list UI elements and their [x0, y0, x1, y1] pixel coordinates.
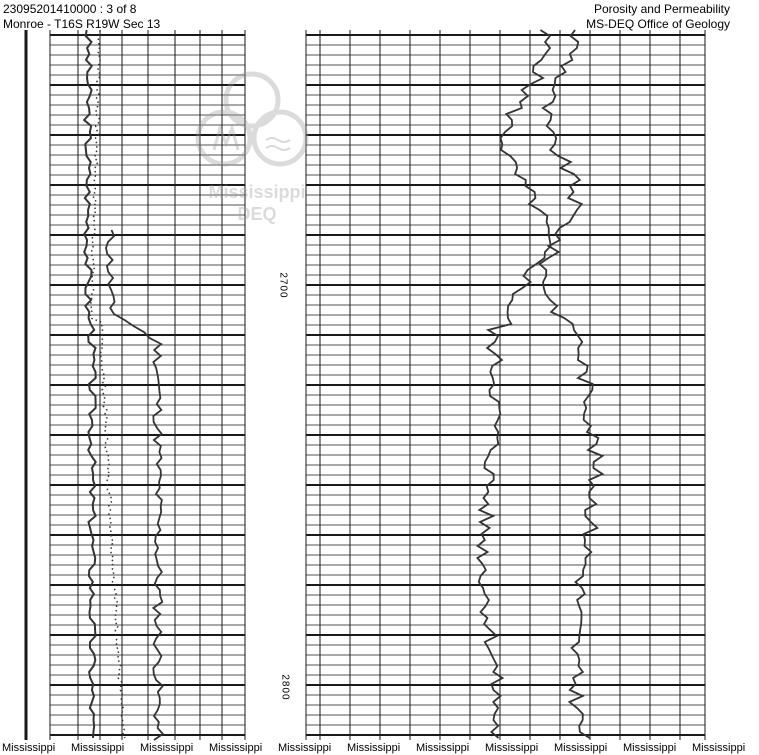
depth-label-2700: 2700 — [277, 272, 289, 299]
footer-tile: Mississippi — [2, 742, 56, 754]
depth-label-2800: 2800 — [279, 674, 291, 701]
footer-tile: Mississippi — [347, 742, 401, 754]
well-id: 23095201410000 : 3 of 8 — [3, 2, 137, 16]
agency-name: MS-DEQ Office of Geology — [586, 17, 730, 31]
header-left — [3, 2, 160, 32]
footer-tile: Mississippi — [692, 742, 746, 754]
right-track-grid — [306, 30, 705, 740]
footer-tile: Mississippi — [554, 742, 608, 754]
mdeq-watermark — [192, 60, 322, 230]
footer-tile: Mississippi — [623, 742, 677, 754]
footer-tile: Mississippi — [140, 742, 194, 754]
mdeq-logo-icon — [192, 60, 322, 190]
footer-tile: Mississippi — [209, 742, 263, 754]
footer-watermark-strip — [0, 741, 746, 755]
header-right — [586, 2, 730, 32]
footer-tile: Mississippi — [71, 742, 125, 754]
footer-tile: Mississippi — [485, 742, 539, 754]
footer-tile: Mississippi — [416, 742, 470, 754]
log-type: Porosity and Permeability — [593, 2, 730, 16]
footer-tile: Mississippi — [278, 742, 332, 754]
watermark-line1: Mississippi — [208, 182, 306, 202]
well-location: Monroe - T16S R19W Sec 13 — [3, 17, 161, 31]
watermark-line2: DEQ — [237, 204, 277, 224]
